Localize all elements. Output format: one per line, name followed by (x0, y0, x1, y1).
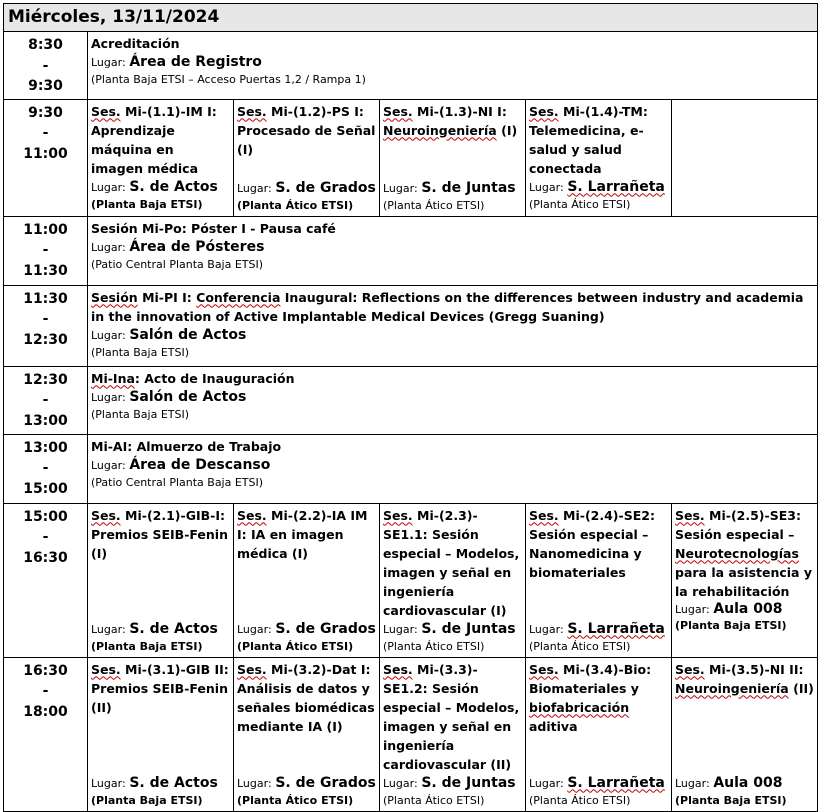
time-slot (4, 32, 88, 100)
session-location (91, 178, 230, 197)
session-title-part: Inaugural: Reflections on the differences between industry and academia in the innovation of Active Implantable Medical Devices (Gregg Suaning) (91, 289, 804, 324)
location-place: Aula 008 (713, 600, 783, 617)
session-cell (234, 503, 380, 657)
session-code-prefix: Ses. (237, 661, 267, 677)
session-code: Mi-(3.1)-GIB II: (125, 661, 229, 677)
session-cell (88, 216, 818, 285)
session-code: Mi-(2.4)-SE2: (563, 507, 655, 523)
time-slot (4, 434, 88, 503)
location-label: Lugar: (237, 181, 272, 195)
time-separator: - (42, 242, 49, 258)
schedule-row (4, 434, 818, 503)
session-cell (88, 434, 818, 503)
session-cell (526, 99, 672, 216)
session-location (91, 620, 230, 639)
time-separator: - (42, 529, 49, 545)
session-title (91, 369, 814, 388)
time-slot (4, 503, 88, 657)
location-label: Lugar: (91, 240, 126, 254)
session-code: Mi-(2.1)-GIB-I: (125, 507, 225, 523)
session-code: Mi-(2.5)-SE3: (709, 507, 801, 523)
session-title: Sesión Mi-Po: Póster I - Pausa café (91, 220, 336, 236)
session-title-part: Mi-Ina (91, 370, 135, 386)
session-code-prefix: Ses. (675, 661, 705, 677)
location-detail: (Planta Baja ETSI) (675, 793, 787, 807)
location-label: Lugar: (383, 776, 418, 790)
session-code: Mi-(3.2)-Dat I: (271, 661, 371, 677)
location-detail: (Planta Baja ETSI) (91, 639, 203, 653)
location-detail: (Planta Baja ETSI) (91, 793, 203, 807)
location-detail: (Planta Ático ETSI) (383, 639, 485, 653)
session-title (383, 660, 522, 774)
location-place: S. Larrañeta (567, 774, 665, 791)
session-cell (234, 657, 380, 811)
session-cell (380, 99, 526, 216)
empty-cell (672, 99, 818, 216)
session-cell (380, 503, 526, 657)
time-start: 9:30 (28, 104, 63, 121)
session-name: Sesión especial – Nanomedicina y biomateriales (529, 526, 649, 580)
location-detail: (Planta Ático ETSI) (529, 793, 631, 807)
time-start: 15:00 (23, 508, 68, 525)
session-location (383, 620, 522, 639)
location-label: Lugar: (91, 56, 126, 69)
session-name: Sesión especial – Modelos, imagen y señal en ingeniería cardiovascular (II) (383, 680, 520, 772)
location-place: S. Larrañeta (567, 178, 665, 195)
location-detail: (Planta Ático ETSI) (237, 793, 354, 807)
location-detail: (Planta Ático ETSI) (383, 793, 485, 807)
session-location (91, 53, 814, 72)
location-detail: (Planta Baja ETSI) (675, 618, 787, 632)
location-detail: (Planta Baja ETSI) (91, 407, 190, 421)
session-title-part: Sesión (91, 289, 138, 305)
location-place: S. Larrañeta (567, 620, 665, 637)
time-separator: - (42, 125, 49, 141)
session-title (91, 660, 230, 717)
session-location (91, 774, 230, 793)
location-detail: (Planta Ático ETSI) (383, 198, 485, 212)
time-end: 12:30 (23, 331, 68, 348)
session-name: Premios SEIB-Fenin (I) (91, 526, 228, 561)
day-header-row (4, 4, 818, 32)
session-location (91, 238, 814, 257)
session-location (529, 620, 668, 639)
session-title-part: : Acto de Inauguración (134, 370, 295, 386)
location-label: Lugar: (383, 181, 418, 195)
session-title (529, 660, 668, 736)
schedule-row (4, 503, 818, 657)
session-cell (380, 657, 526, 811)
location-label: Lugar: (675, 776, 710, 790)
session-code-prefix: Ses. (237, 507, 267, 523)
session-code: Mi-(2.2)-IA IM I: (237, 507, 368, 542)
location-place: S. de Juntas (421, 179, 516, 196)
session-cell (88, 366, 818, 434)
session-cell (88, 657, 234, 811)
schedule-table (3, 3, 818, 812)
location-detail: (Patio Central Planta Baja ETSI) (91, 257, 264, 271)
time-separator: - (42, 460, 49, 476)
session-code: Mi-(1.1)-IM I: (125, 103, 217, 119)
session-title (529, 102, 668, 178)
session-code-prefix: Ses. (91, 661, 121, 677)
session-location (383, 179, 522, 198)
time-end: 11:00 (23, 145, 68, 162)
session-title (675, 660, 814, 698)
session-cell (88, 32, 818, 100)
location-place: S. de Grados (275, 774, 376, 791)
session-code-prefix: Ses. (529, 661, 559, 677)
location-place: S. de Juntas (421, 774, 516, 791)
session-title (237, 506, 376, 563)
session-code-prefix: Ses. (91, 103, 121, 119)
session-name: (I) (501, 122, 518, 138)
schedule-row (4, 216, 818, 285)
session-title: Mi-AI: Almuerzo de Trabajo (91, 438, 282, 454)
location-place: S. de Actos (129, 178, 218, 195)
location-detail: (Planta Baja ETSI) (91, 197, 203, 211)
session-title (529, 506, 668, 582)
time-start: 11:30 (23, 290, 68, 307)
session-name: Telemedicina, e-salud y salud conectada (529, 122, 644, 176)
session-location (91, 326, 814, 345)
time-separator: - (42, 683, 49, 699)
session-name: aditiva (529, 718, 578, 734)
session-code-prefix: Ses. (383, 507, 413, 523)
day-title: Miércoles, 13/11/2024 (4, 4, 818, 32)
session-code-prefix: Ses. (237, 103, 267, 119)
session-code-prefix: Ses. (91, 507, 121, 523)
time-start: 16:30 (23, 662, 68, 679)
location-label: Lugar: (91, 458, 126, 472)
session-name: Procesado de Señal (I) (237, 122, 376, 157)
location-detail: (Planta Ático ETSI) (237, 639, 354, 653)
time-end: 11:30 (23, 262, 68, 279)
location-place: Área de Registro (129, 54, 262, 70)
session-code-prefix: Ses. (529, 103, 559, 119)
location-detail: (Patio Central Planta Baja ETSI) (91, 475, 264, 489)
session-name: Aprendizaje máquina en imagen médica (91, 122, 199, 176)
location-label: Lugar: (91, 622, 126, 636)
session-name: Análisis de datos y señales biomédicas mediante IA (I) (237, 680, 375, 734)
session-title (675, 506, 814, 601)
location-label: Lugar: (91, 776, 126, 790)
time-start: 11:00 (23, 221, 68, 238)
session-code: Mi-(1.4)-TM: (563, 103, 648, 119)
location-label: Lugar: (675, 602, 710, 616)
session-title (91, 102, 230, 178)
session-location (91, 388, 814, 407)
location-detail: (Planta Baja ETSI – Acceso Puertas 1,2 / Rampa 1) (91, 73, 366, 86)
location-detail: (Planta Ático ETSI) (237, 198, 354, 212)
location-place: S. de Juntas (421, 620, 516, 637)
location-label: Lugar: (91, 180, 126, 194)
session-cell (88, 285, 818, 366)
session-code: Mi-(1.3)-NI I: (417, 103, 507, 119)
schedule-row (4, 99, 818, 216)
session-title (237, 102, 376, 159)
session-title (383, 506, 522, 620)
location-label: Lugar: (529, 622, 564, 636)
time-end: 15:00 (23, 480, 68, 497)
location-label: Lugar: (237, 622, 272, 636)
session-code: Mi-(3.4)-Bio: (563, 661, 652, 677)
session-name-highlight: biofabricación (529, 699, 630, 715)
session-location (237, 774, 376, 793)
session-location (675, 774, 814, 793)
session-title (91, 288, 814, 326)
session-code: Mi-(2.3)-SE1.1: (383, 507, 478, 542)
time-end: 9:30 (28, 78, 63, 94)
session-cell (672, 657, 818, 811)
session-code-prefix: Ses. (529, 507, 559, 523)
session-location (91, 456, 814, 475)
session-title: Acreditación (91, 36, 180, 51)
time-start: 13:00 (23, 439, 68, 456)
location-label: Lugar: (91, 328, 126, 342)
location-place: S. de Actos (129, 774, 218, 791)
session-cell (526, 657, 672, 811)
session-code: Mi-(1.2)-PS I: (271, 103, 364, 119)
session-location (675, 601, 814, 618)
session-cell (672, 503, 818, 657)
location-label: Lugar: (529, 180, 564, 194)
location-place: S. de Actos (129, 620, 218, 637)
session-code: Mi-(3.3)-SE1.2: (383, 661, 478, 696)
location-place: Salón de Actos (129, 388, 247, 405)
location-place: Salón de Actos (129, 326, 247, 343)
session-name-highlight: Neuroingeniería (675, 680, 789, 696)
session-name: Sesión especial – Modelos, imagen y señal en ingeniería cardiovascular (I) (383, 526, 520, 618)
time-slot (4, 657, 88, 811)
location-label: Lugar: (237, 776, 272, 790)
session-cell (526, 503, 672, 657)
time-end: 13:00 (23, 412, 68, 429)
session-code-prefix: Ses. (383, 661, 413, 677)
location-label: Lugar: (529, 776, 564, 790)
session-location (529, 178, 668, 197)
time-start: 12:30 (23, 371, 68, 388)
location-label: Lugar: (91, 390, 126, 404)
time-separator: - (42, 57, 49, 74)
session-code-prefix: Ses. (675, 507, 705, 523)
location-place: Aula 008 (713, 774, 783, 791)
session-cell (234, 99, 380, 216)
session-name: (II) (793, 680, 814, 696)
session-cell (88, 503, 234, 657)
time-slot (4, 99, 88, 216)
session-name: Premios SEIB-Fenin (II) (91, 680, 228, 715)
session-name: Sesión especial – (675, 526, 795, 542)
session-location (237, 179, 376, 198)
session-name: para la asistencia y la rehabilitación (675, 564, 812, 599)
session-cell (88, 99, 234, 216)
time-start: 8:30 (28, 37, 63, 53)
location-place: Área de Pósteres (129, 238, 265, 255)
session-title-part: Conferencia (196, 289, 281, 305)
schedule-row (4, 285, 818, 366)
time-slot (4, 285, 88, 366)
time-separator: - (42, 311, 49, 327)
session-title (383, 102, 522, 140)
time-end: 16:30 (23, 549, 68, 566)
session-code: Mi-(3.5)-NI II: (709, 661, 804, 677)
location-detail: (Planta Ático ETSI) (529, 639, 631, 653)
location-place: S. de Grados (275, 620, 376, 637)
session-name-highlight: Neurotecnologías (675, 545, 799, 561)
location-detail: (Planta Baja ETSI) (91, 345, 190, 359)
session-location (529, 774, 668, 793)
session-code-prefix: Ses. (383, 103, 413, 119)
location-detail: (Planta Ático ETSI) (529, 197, 631, 211)
session-title (91, 506, 230, 563)
time-separator: - (42, 392, 49, 408)
schedule-row (4, 32, 818, 100)
location-place: S. de Grados (275, 179, 376, 196)
location-label: Lugar: (383, 622, 418, 636)
session-title (237, 660, 376, 736)
session-name-highlight: Neuroingeniería (383, 122, 497, 138)
session-location (383, 774, 522, 793)
time-end: 18:00 (23, 703, 68, 720)
location-place: Área de Descanso (129, 456, 271, 473)
session-location (237, 620, 376, 639)
schedule-row (4, 657, 818, 811)
time-slot (4, 216, 88, 285)
session-name: IA en imagen médica (I) (237, 526, 344, 561)
time-slot (4, 366, 88, 434)
session-title-part: Mi-PI I: (142, 289, 192, 305)
session-name: Biomateriales y (529, 680, 639, 696)
schedule-row (4, 366, 818, 434)
